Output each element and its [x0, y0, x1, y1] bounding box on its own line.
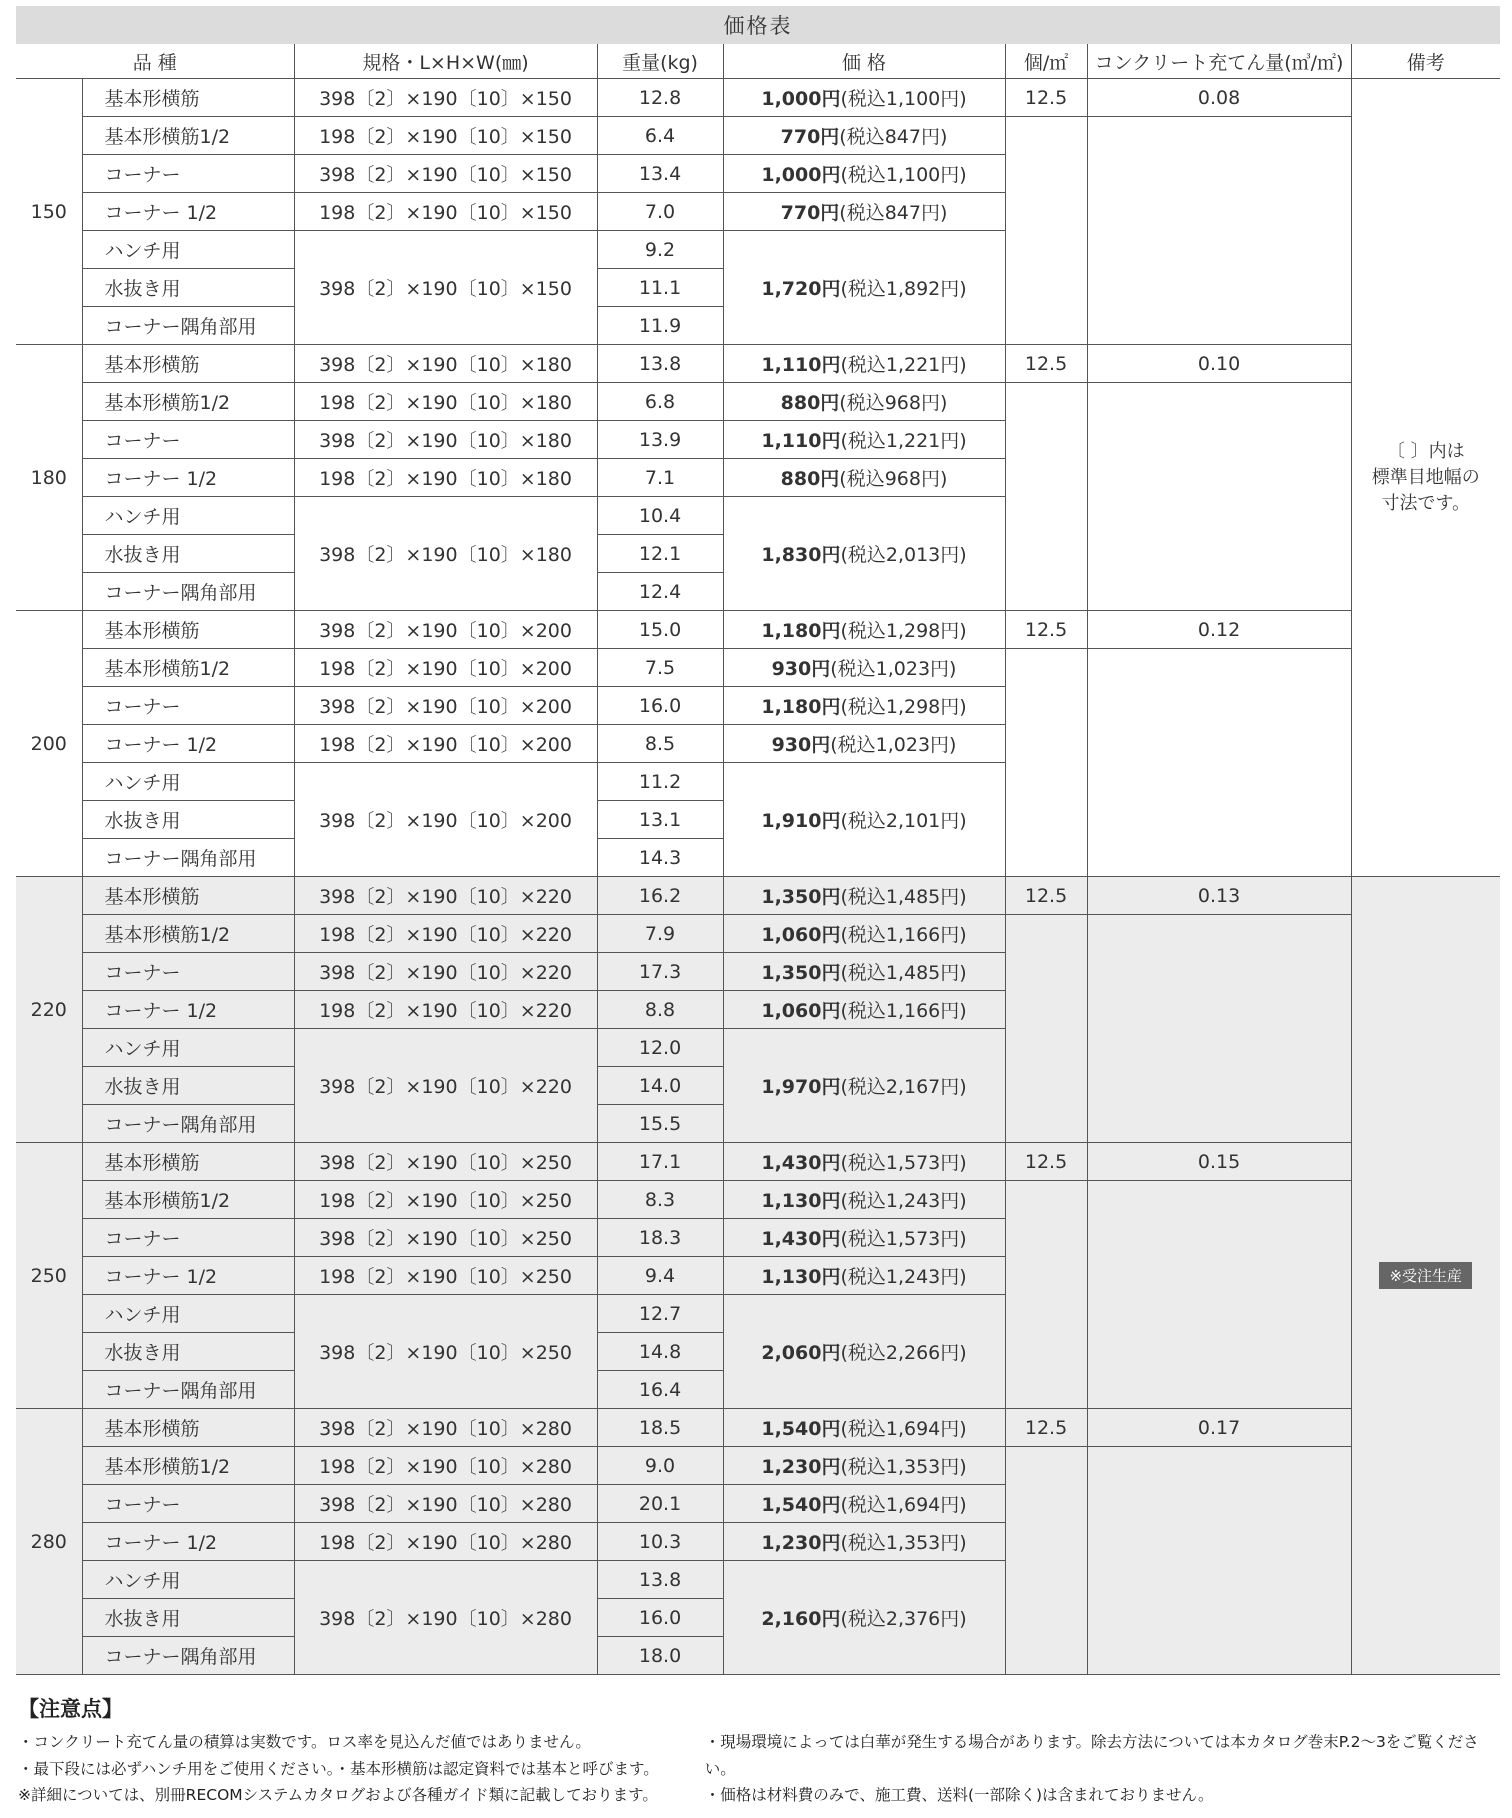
- product-name: 水抜き用: [82, 1333, 294, 1371]
- concrete-cell: 0.12: [1087, 611, 1351, 649]
- price-cell: [723, 763, 1005, 877]
- spec-cell: 398〔2〕×190〔10〕×150: [294, 231, 597, 345]
- notes-section: [18, 1693, 1498, 1809]
- price-value: 1,000円: [761, 88, 841, 110]
- header-remarks: 備考: [1351, 44, 1500, 79]
- concrete-empty: [1087, 649, 1351, 877]
- weight-cell: 18.3: [597, 1219, 723, 1257]
- price-tax: (税込968円): [839, 392, 948, 414]
- price-cell: [723, 611, 1005, 649]
- size-cell: 220: [16, 877, 82, 1143]
- price-value: 1,720円: [761, 278, 841, 300]
- made-to-order-badge: ※受注生産: [1379, 1262, 1472, 1289]
- table-row: [16, 611, 1500, 649]
- product-name: 基本形横筋1/2: [82, 1447, 294, 1485]
- product-name: 基本形横筋1/2: [82, 383, 294, 421]
- concrete-cell: 0.13: [1087, 877, 1351, 915]
- price-cell: [723, 1561, 1005, 1675]
- price-value: 1,180円: [761, 696, 841, 718]
- price-value: 880円: [780, 392, 840, 414]
- price-value: 1,230円: [761, 1456, 841, 1478]
- spec-cell: 198〔2〕×190〔10〕×150: [294, 193, 597, 231]
- product-name: コーナー: [82, 953, 294, 991]
- per-m2-cell: 12.5: [1005, 345, 1087, 383]
- price-tax: (税込1,023円): [830, 734, 957, 756]
- price-cell: [723, 383, 1005, 421]
- weight-cell: 15.0: [597, 611, 723, 649]
- table-row: [16, 383, 1500, 421]
- per-m2-empty: [1005, 383, 1087, 611]
- weight-cell: 16.0: [597, 1599, 723, 1637]
- product-name: 基本形横筋1/2: [82, 1181, 294, 1219]
- spec-cell: 198〔2〕×190〔10〕×250: [294, 1257, 597, 1295]
- spec-cell: 398〔2〕×190〔10〕×220: [294, 877, 597, 915]
- price-value: 1,180円: [761, 620, 841, 642]
- price-cell: [723, 155, 1005, 193]
- header-weight: 重量(kg): [597, 44, 723, 79]
- product-name: コーナー 1/2: [82, 1257, 294, 1295]
- price-tax: (税込1,573円): [840, 1152, 967, 1174]
- price-cell: [723, 497, 1005, 611]
- product-name: コーナー隅角部用: [82, 1637, 294, 1675]
- spec-cell: 198〔2〕×190〔10〕×150: [294, 117, 597, 155]
- table-row: [16, 345, 1500, 383]
- price-tax: (税込2,266円): [840, 1342, 967, 1364]
- weight-cell: 16.2: [597, 877, 723, 915]
- table-body: [16, 79, 1500, 1675]
- price-cell: [723, 231, 1005, 345]
- spec-cell: 198〔2〕×190〔10〕×200: [294, 649, 597, 687]
- price-value: 1,130円: [761, 1190, 841, 1212]
- spec-cell: 398〔2〕×190〔10〕×220: [294, 1029, 597, 1143]
- header-spec: 規格・L×H×W(㎜): [294, 44, 597, 79]
- product-name: 水抜き用: [82, 1599, 294, 1637]
- table-row: [16, 79, 1500, 117]
- price-tax: (税込1,166円): [840, 924, 967, 946]
- price-tax: (税込1,221円): [840, 354, 967, 376]
- weight-cell: 11.2: [597, 763, 723, 801]
- product-name: 基本形横筋: [82, 877, 294, 915]
- spec-cell: 398〔2〕×190〔10〕×250: [294, 1143, 597, 1181]
- weight-cell: 12.0: [597, 1029, 723, 1067]
- weight-cell: 16.4: [597, 1371, 723, 1409]
- price-tax: (税込1,166円): [840, 1000, 967, 1022]
- weight-cell: 9.0: [597, 1447, 723, 1485]
- price-tax: (税込1,298円): [840, 620, 967, 642]
- price-value: 1,430円: [761, 1228, 841, 1250]
- weight-cell: 6.4: [597, 117, 723, 155]
- price-tax: (税込2,101円): [840, 810, 967, 832]
- price-tax: (税込1,694円): [840, 1418, 967, 1440]
- price-cell: [723, 1447, 1005, 1485]
- weight-cell: 13.4: [597, 155, 723, 193]
- weight-cell: 7.0: [597, 193, 723, 231]
- price-tax: (税込1,023円): [830, 658, 957, 680]
- product-name: コーナー隅角部用: [82, 1371, 294, 1409]
- weight-cell: 18.5: [597, 1409, 723, 1447]
- weight-cell: 17.3: [597, 953, 723, 991]
- weight-cell: 8.3: [597, 1181, 723, 1219]
- spec-cell: 398〔2〕×190〔10〕×280: [294, 1409, 597, 1447]
- price-cell: [723, 117, 1005, 155]
- spec-cell: 398〔2〕×190〔10〕×180: [294, 421, 597, 459]
- price-tax: (税込1,100円): [840, 88, 967, 110]
- per-m2-cell: 12.5: [1005, 877, 1087, 915]
- weight-cell: 14.3: [597, 839, 723, 877]
- product-name: 基本形横筋: [82, 79, 294, 117]
- spec-cell: 398〔2〕×190〔10〕×220: [294, 953, 597, 991]
- product-name: 基本形横筋: [82, 1409, 294, 1447]
- per-m2-empty: [1005, 649, 1087, 877]
- note-line: ※詳細については、別冊RECOMシステムカタログおよび各種ガイド類に記載しております。: [18, 1786, 658, 1804]
- price-cell: [723, 953, 1005, 991]
- price-cell: [723, 1295, 1005, 1409]
- product-name: ハンチ用: [82, 497, 294, 535]
- price-cell: [723, 1143, 1005, 1181]
- price-value: 1,060円: [761, 924, 841, 946]
- table-row: [16, 1409, 1500, 1447]
- header-row: [16, 44, 1500, 79]
- spec-cell: 398〔2〕×190〔10〕×180: [294, 345, 597, 383]
- spec-cell: 398〔2〕×190〔10〕×250: [294, 1295, 597, 1409]
- product-name: ハンチ用: [82, 1029, 294, 1067]
- spec-cell: 398〔2〕×190〔10〕×200: [294, 763, 597, 877]
- per-m2-cell: 12.5: [1005, 1409, 1087, 1447]
- per-m2-empty: [1005, 117, 1087, 345]
- price-table-container: [16, 6, 1500, 1675]
- table-row: [16, 1447, 1500, 1485]
- price-cell: [723, 1181, 1005, 1219]
- price-tax: (税込1,573円): [840, 1228, 967, 1250]
- weight-cell: 13.8: [597, 1561, 723, 1599]
- size-cell: 180: [16, 345, 82, 611]
- per-m2-empty: [1005, 1181, 1087, 1409]
- price-cell: [723, 193, 1005, 231]
- price-tax: (税込2,013円): [840, 544, 967, 566]
- product-name: コーナー: [82, 1219, 294, 1257]
- table-row: [16, 877, 1500, 915]
- spec-cell: 398〔2〕×190〔10〕×180: [294, 497, 597, 611]
- weight-cell: 10.3: [597, 1523, 723, 1561]
- weight-cell: 7.9: [597, 915, 723, 953]
- weight-cell: 11.9: [597, 307, 723, 345]
- price-value: 880円: [780, 468, 840, 490]
- product-name: 基本形横筋: [82, 1143, 294, 1181]
- price-cell: [723, 421, 1005, 459]
- spec-cell: 198〔2〕×190〔10〕×280: [294, 1447, 597, 1485]
- price-tax: (税込2,167円): [840, 1076, 967, 1098]
- concrete-empty: [1087, 117, 1351, 345]
- weight-cell: 12.4: [597, 573, 723, 611]
- spec-cell: 198〔2〕×190〔10〕×280: [294, 1523, 597, 1561]
- per-m2-empty: [1005, 1447, 1087, 1675]
- table-row: [16, 649, 1500, 687]
- header-price: 価 格: [723, 44, 1005, 79]
- price-cell: [723, 649, 1005, 687]
- product-name: 水抜き用: [82, 535, 294, 573]
- price-value: 1,910円: [761, 810, 841, 832]
- weight-cell: 13.9: [597, 421, 723, 459]
- size-cell: 280: [16, 1409, 82, 1675]
- product-name: ハンチ用: [82, 231, 294, 269]
- weight-cell: 9.2: [597, 231, 723, 269]
- notes-heading: 【注意点】: [18, 1697, 123, 1721]
- weight-cell: 16.0: [597, 687, 723, 725]
- product-name: コーナー 1/2: [82, 1523, 294, 1561]
- product-name: ハンチ用: [82, 1561, 294, 1599]
- header-concrete: コンクリート充てん量(㎥/㎡): [1087, 44, 1351, 79]
- price-tax: (税込2,376円): [840, 1608, 967, 1630]
- header-product: 品 種: [16, 44, 294, 79]
- product-name: ハンチ用: [82, 1295, 294, 1333]
- price-value: 1,230円: [761, 1532, 841, 1554]
- spec-cell: 198〔2〕×190〔10〕×220: [294, 991, 597, 1029]
- weight-cell: 7.5: [597, 649, 723, 687]
- product-name: ハンチ用: [82, 763, 294, 801]
- price-value: 1,540円: [761, 1494, 841, 1516]
- price-value: 2,160円: [761, 1608, 841, 1630]
- product-name: 基本形横筋1/2: [82, 915, 294, 953]
- product-name: 水抜き用: [82, 801, 294, 839]
- weight-cell: 8.8: [597, 991, 723, 1029]
- remarks-line: 寸法です。: [1381, 492, 1471, 514]
- price-cell: [723, 345, 1005, 383]
- concrete-cell: 0.10: [1087, 345, 1351, 383]
- note-line: ・現場環境によっては白華が発生する場合があります。除去方法については本カタログ巻末P.2〜3をご覧ください。: [704, 1733, 1479, 1778]
- concrete-empty: [1087, 383, 1351, 611]
- price-table: [16, 44, 1500, 1675]
- spec-cell: 398〔2〕×190〔10〕×200: [294, 687, 597, 725]
- product-name: コーナー隅角部用: [82, 839, 294, 877]
- price-cell: [723, 79, 1005, 117]
- price-value: 770円: [780, 202, 840, 224]
- remarks-bracket-note: [1351, 79, 1500, 877]
- product-name: コーナー 1/2: [82, 193, 294, 231]
- price-value: 1,000円: [761, 164, 841, 186]
- spec-cell: 398〔2〕×190〔10〕×250: [294, 1219, 597, 1257]
- price-tax: (税込1,243円): [840, 1266, 967, 1288]
- product-name: コーナー隅角部用: [82, 307, 294, 345]
- price-cell: [723, 1257, 1005, 1295]
- weight-cell: 12.1: [597, 535, 723, 573]
- remarks-line: 〔 〕内は: [1386, 440, 1465, 462]
- table-title: 価格表: [16, 6, 1500, 44]
- price-cell: [723, 1523, 1005, 1561]
- notes-left: [18, 1729, 705, 1809]
- note-line: ・最下段には必ずハンチ用をご使用ください。・基本形横筋は認定資料では基本と呼びます。: [18, 1759, 659, 1778]
- price-cell: [723, 1485, 1005, 1523]
- weight-cell: 20.1: [597, 1485, 723, 1523]
- price-tax: (税込1,485円): [840, 962, 967, 984]
- weight-cell: 9.4: [597, 1257, 723, 1295]
- weight-cell: 15.5: [597, 1105, 723, 1143]
- remarks-made-to-order: [1351, 877, 1500, 1675]
- price-tax: (税込1,353円): [840, 1456, 967, 1478]
- product-name: 基本形横筋: [82, 611, 294, 649]
- remarks-line: 標準目地幅の: [1371, 466, 1480, 488]
- weight-cell: 6.8: [597, 383, 723, 421]
- weight-cell: 17.1: [597, 1143, 723, 1181]
- price-cell: [723, 725, 1005, 763]
- weight-cell: 8.5: [597, 725, 723, 763]
- price-value: 930円: [771, 658, 831, 680]
- price-tax: (税込1,694円): [840, 1494, 967, 1516]
- weight-cell: 14.0: [597, 1067, 723, 1105]
- price-value: 1,830円: [761, 544, 841, 566]
- price-tax: (税込1,892円): [840, 278, 967, 300]
- price-value: 1,350円: [761, 886, 841, 908]
- price-cell: [723, 1029, 1005, 1143]
- product-name: コーナー: [82, 421, 294, 459]
- size-cell: 150: [16, 79, 82, 345]
- per-m2-cell: 12.5: [1005, 611, 1087, 649]
- price-value: 1,110円: [761, 354, 841, 376]
- price-cell: [723, 991, 1005, 1029]
- table-row: [16, 915, 1500, 953]
- weight-cell: 14.8: [597, 1333, 723, 1371]
- price-value: 1,110円: [761, 430, 841, 452]
- price-tax: (税込968円): [839, 468, 948, 490]
- product-name: コーナー 1/2: [82, 725, 294, 763]
- price-tax: (税込1,298円): [840, 696, 967, 718]
- concrete-empty: [1087, 1181, 1351, 1409]
- spec-cell: 398〔2〕×190〔10〕×150: [294, 79, 597, 117]
- product-name: 水抜き用: [82, 1067, 294, 1105]
- product-name: コーナー: [82, 155, 294, 193]
- spec-cell: 198〔2〕×190〔10〕×180: [294, 383, 597, 421]
- weight-cell: 13.8: [597, 345, 723, 383]
- spec-cell: 398〔2〕×190〔10〕×280: [294, 1485, 597, 1523]
- concrete-empty: [1087, 915, 1351, 1143]
- price-value: 1,430円: [761, 1152, 841, 1174]
- weight-cell: 13.1: [597, 801, 723, 839]
- per-m2-empty: [1005, 915, 1087, 1143]
- price-value: 1,540円: [761, 1418, 841, 1440]
- weight-cell: 7.1: [597, 459, 723, 497]
- product-name: 水抜き用: [82, 269, 294, 307]
- size-cell: 200: [16, 611, 82, 877]
- spec-cell: 398〔2〕×190〔10〕×280: [294, 1561, 597, 1675]
- concrete-cell: 0.15: [1087, 1143, 1351, 1181]
- product-name: 基本形横筋1/2: [82, 649, 294, 687]
- price-value: 770円: [780, 126, 840, 148]
- price-tax: (税込847円): [839, 202, 948, 224]
- note-line: ・価格は材料費のみで、施工費、送料(一部除く)は含まれておりません。: [704, 1786, 1214, 1804]
- product-name: コーナー: [82, 687, 294, 725]
- concrete-empty: [1087, 1447, 1351, 1675]
- weight-cell: 18.0: [597, 1637, 723, 1675]
- price-cell: [723, 915, 1005, 953]
- size-cell: 250: [16, 1143, 82, 1409]
- price-value: 930円: [771, 734, 831, 756]
- product-name: 基本形横筋: [82, 345, 294, 383]
- price-value: 2,060円: [761, 1342, 841, 1364]
- weight-cell: 12.8: [597, 79, 723, 117]
- per-m2-cell: 12.5: [1005, 79, 1087, 117]
- concrete-cell: 0.17: [1087, 1409, 1351, 1447]
- price-value: 1,130円: [761, 1266, 841, 1288]
- price-cell: [723, 1219, 1005, 1257]
- spec-cell: 198〔2〕×190〔10〕×200: [294, 725, 597, 763]
- price-value: 1,060円: [761, 1000, 841, 1022]
- notes-right: [705, 1729, 1498, 1809]
- table-row: [16, 1181, 1500, 1219]
- product-name: コーナー 1/2: [82, 991, 294, 1029]
- price-value: 1,970円: [761, 1076, 841, 1098]
- spec-cell: 198〔2〕×190〔10〕×180: [294, 459, 597, 497]
- note-line: ・コンクリート充てん量の積算は実数です。ロス率を見込んだ値ではありません。: [18, 1733, 591, 1751]
- product-name: 基本形横筋1/2: [82, 117, 294, 155]
- weight-cell: 11.1: [597, 269, 723, 307]
- price-value: 1,350円: [761, 962, 841, 984]
- concrete-cell: 0.08: [1087, 79, 1351, 117]
- product-name: コーナー隅角部用: [82, 1105, 294, 1143]
- price-cell: [723, 877, 1005, 915]
- price-tax: (税込1,485円): [840, 886, 967, 908]
- per-m2-cell: 12.5: [1005, 1143, 1087, 1181]
- spec-cell: 198〔2〕×190〔10〕×220: [294, 915, 597, 953]
- product-name: コーナー: [82, 1485, 294, 1523]
- weight-cell: 10.4: [597, 497, 723, 535]
- price-cell: [723, 459, 1005, 497]
- spec-cell: 198〔2〕×190〔10〕×250: [294, 1181, 597, 1219]
- weight-cell: 12.7: [597, 1295, 723, 1333]
- product-name: コーナー 1/2: [82, 459, 294, 497]
- spec-cell: 398〔2〕×190〔10〕×200: [294, 611, 597, 649]
- table-row: [16, 117, 1500, 155]
- price-tax: (税込1,221円): [840, 430, 967, 452]
- table-row: [16, 1143, 1500, 1181]
- product-name: コーナー隅角部用: [82, 573, 294, 611]
- price-cell: [723, 687, 1005, 725]
- price-tax: (税込1,243円): [840, 1190, 967, 1212]
- price-tax: (税込1,100円): [840, 164, 967, 186]
- spec-cell: 398〔2〕×190〔10〕×150: [294, 155, 597, 193]
- price-cell: [723, 1409, 1005, 1447]
- header-per-m2: 個/㎡: [1005, 44, 1087, 79]
- price-tax: (税込847円): [839, 126, 948, 148]
- price-tax: (税込1,353円): [840, 1532, 967, 1554]
